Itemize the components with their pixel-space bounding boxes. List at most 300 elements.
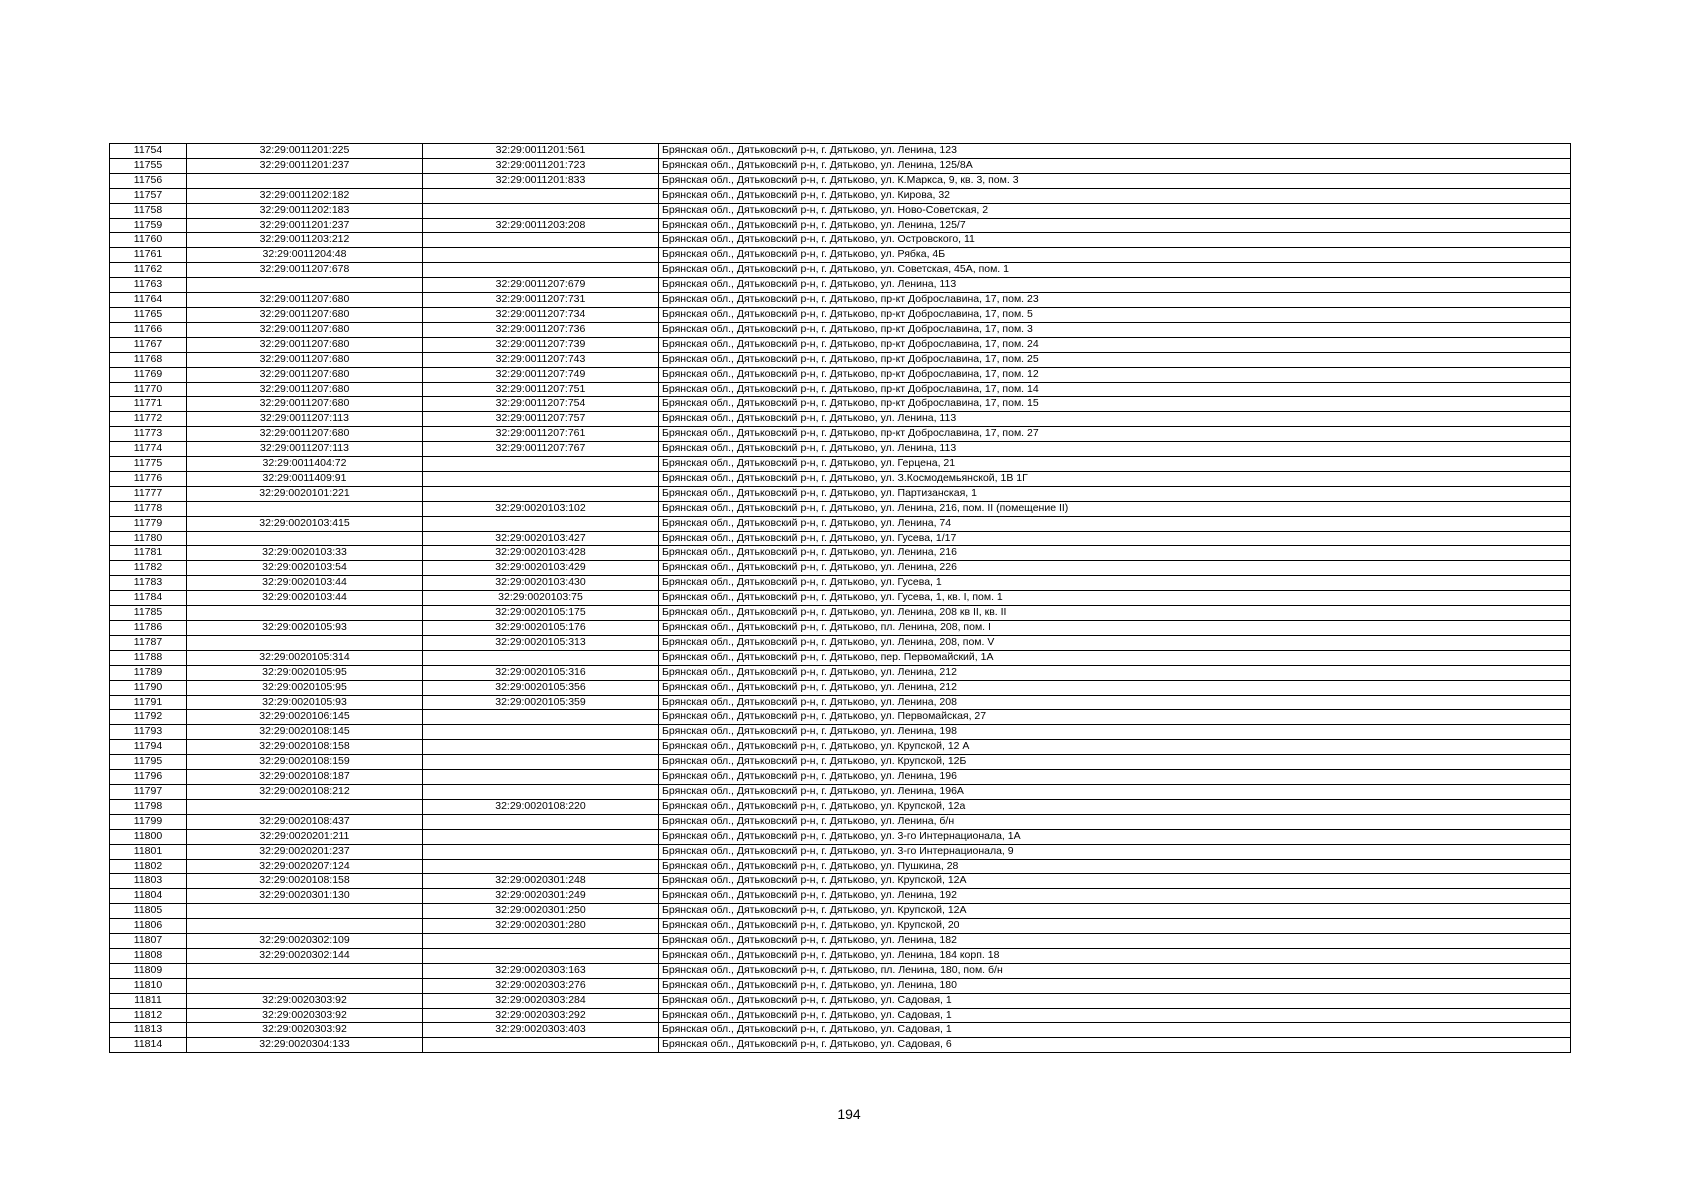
- object-number-cell: 32:29:0020303:292: [423, 1008, 659, 1023]
- table-row: [110, 1038, 1571, 1053]
- address-cell: Брянская обл., Дятьковский р-н, г. Дятьково, пер. Первомайский, 1А: [659, 650, 1571, 665]
- row-number-cell: 11777: [110, 486, 187, 501]
- table-row: [110, 740, 1571, 755]
- page-number: 194: [837, 1106, 861, 1122]
- address-cell: Брянская обл., Дятьковский р-н, г. Дятьково, ул. Крупской, 12А: [659, 874, 1571, 889]
- row-number-cell: 11808: [110, 948, 187, 963]
- row-number-cell: 11759: [110, 218, 187, 233]
- row-number-cell: 11760: [110, 233, 187, 248]
- table-row: [110, 874, 1571, 889]
- parcel-number-cell: 32:29:0011207:113: [187, 412, 423, 427]
- parcel-number-cell: 32:29:0020101:221: [187, 486, 423, 501]
- table-row: [110, 531, 1571, 546]
- table-row: [110, 889, 1571, 904]
- parcel-number-cell: 32:29:0011203:212: [187, 233, 423, 248]
- address-cell: Брянская обл., Дятьковский р-н, г. Дятьково, ул. Ленина, 74: [659, 516, 1571, 531]
- object-number-cell: 32:29:0011201:561: [423, 144, 659, 159]
- address-cell: Брянская обл., Дятьковский р-н, г. Дятьково, ул. Садовая, 1: [659, 993, 1571, 1008]
- table-row: [110, 322, 1571, 337]
- row-number-cell: 11810: [110, 978, 187, 993]
- row-number-cell: 11781: [110, 546, 187, 561]
- table-row: [110, 978, 1571, 993]
- parcel-number-cell: 32:29:0020105:93: [187, 621, 423, 636]
- row-number-cell: 11768: [110, 352, 187, 367]
- object-number-cell: [423, 516, 659, 531]
- table-row: [110, 263, 1571, 278]
- object-number-cell: [423, 1038, 659, 1053]
- table-row: [110, 1023, 1571, 1038]
- parcel-number-cell: 32:29:0020304:133: [187, 1038, 423, 1053]
- object-number-cell: 32:29:0011207:743: [423, 352, 659, 367]
- table-row: [110, 576, 1571, 591]
- row-number-cell: 11793: [110, 725, 187, 740]
- object-number-cell: 32:29:0020105:356: [423, 680, 659, 695]
- object-number-cell: 32:29:0011207:767: [423, 442, 659, 457]
- row-number-cell: 11766: [110, 322, 187, 337]
- row-number-cell: 11756: [110, 173, 187, 188]
- table-row: [110, 412, 1571, 427]
- address-cell: Брянская обл., Дятьковский р-н, г. Дятьково, ул. Крупской, 12 А: [659, 740, 1571, 755]
- table-row: [110, 173, 1571, 188]
- row-number-cell: 11784: [110, 591, 187, 606]
- object-number-cell: 32:29:0011203:208: [423, 218, 659, 233]
- parcel-number-cell: 32:29:0020302:144: [187, 948, 423, 963]
- object-number-cell: 32:29:0011207:761: [423, 427, 659, 442]
- row-number-cell: 11800: [110, 829, 187, 844]
- parcel-number-cell: [187, 606, 423, 621]
- row-number-cell: 11788: [110, 650, 187, 665]
- object-number-cell: 32:29:0011207:749: [423, 367, 659, 382]
- parcel-number-cell: 32:29:0020108:187: [187, 770, 423, 785]
- address-cell: Брянская обл., Дятьковский р-н, г. Дятьково, ул. Ленина, 208 кв II, кв. II: [659, 606, 1571, 621]
- parcel-number-cell: 32:29:0011409:91: [187, 471, 423, 486]
- object-number-cell: 32:29:0020303:276: [423, 978, 659, 993]
- parcel-number-cell: 32:29:0011207:680: [187, 307, 423, 322]
- object-number-cell: 32:29:0020303:403: [423, 1023, 659, 1038]
- parcel-number-cell: [187, 919, 423, 934]
- table-row: [110, 233, 1571, 248]
- address-cell: Брянская обл., Дятьковский р-н, г. Дятьково, ул. Ленина, 216, пом. II (помещение II): [659, 501, 1571, 516]
- table-row: [110, 844, 1571, 859]
- row-number-cell: 11787: [110, 635, 187, 650]
- parcel-number-cell: 32:29:0011201:237: [187, 158, 423, 173]
- table-row: [110, 606, 1571, 621]
- row-number-cell: 11797: [110, 784, 187, 799]
- table-row: [110, 337, 1571, 352]
- parcel-number-cell: 32:29:0020103:44: [187, 591, 423, 606]
- object-number-cell: [423, 233, 659, 248]
- object-number-cell: 32:29:0011207:736: [423, 322, 659, 337]
- parcel-number-cell: 32:29:0011202:182: [187, 188, 423, 203]
- object-number-cell: [423, 650, 659, 665]
- row-number-cell: 11764: [110, 293, 187, 308]
- object-number-cell: 32:29:0011207:679: [423, 278, 659, 293]
- address-cell: Брянская обл., Дятьковский р-н, г. Дятьково, ул. Ленина, 208: [659, 695, 1571, 710]
- object-number-cell: [423, 471, 659, 486]
- registry-table-body: [110, 144, 1571, 1053]
- row-number-cell: 11795: [110, 755, 187, 770]
- object-number-cell: 32:29:0020105:313: [423, 635, 659, 650]
- table-row: [110, 784, 1571, 799]
- table-row: [110, 635, 1571, 650]
- address-cell: Брянская обл., Дятьковский р-н, г. Дятьково, ул. Ленина, 184 корп. 18: [659, 948, 1571, 963]
- row-number-cell: 11799: [110, 814, 187, 829]
- table-row: [110, 665, 1571, 680]
- table-row: [110, 144, 1571, 159]
- parcel-number-cell: 32:29:0020103:415: [187, 516, 423, 531]
- table-row: [110, 218, 1571, 233]
- address-cell: Брянская обл., Дятьковский р-н, г. Дятьково, ул. Кирова, 32: [659, 188, 1571, 203]
- parcel-number-cell: 32:29:0011404:72: [187, 457, 423, 472]
- address-cell: Брянская обл., Дятьковский р-н, г. Дятьково, ул. К.Маркса, 9, кв. 3, пом. 3: [659, 173, 1571, 188]
- parcel-number-cell: 32:29:0020105:95: [187, 665, 423, 680]
- row-number-cell: 11806: [110, 919, 187, 934]
- row-number-cell: 11765: [110, 307, 187, 322]
- address-cell: Брянская обл., Дятьковский р-н, г. Дятьково, ул. Ленина, 123: [659, 144, 1571, 159]
- row-number-cell: 11771: [110, 397, 187, 412]
- row-number-cell: 11778: [110, 501, 187, 516]
- address-cell: Брянская обл., Дятьковский р-н, г. Дятьково, ул. Ленина, 212: [659, 680, 1571, 695]
- object-number-cell: 32:29:0020301:248: [423, 874, 659, 889]
- table-row: [110, 814, 1571, 829]
- object-number-cell: 32:29:0020301:249: [423, 889, 659, 904]
- table-row: [110, 457, 1571, 472]
- object-number-cell: 32:29:0011201:723: [423, 158, 659, 173]
- row-number-cell: 11761: [110, 248, 187, 263]
- row-number-cell: 11776: [110, 471, 187, 486]
- row-number-cell: 11805: [110, 904, 187, 919]
- address-cell: Брянская обл., Дятьковский р-н, г. Дятьково, ул. Ленина, 192: [659, 889, 1571, 904]
- address-cell: Брянская обл., Дятьковский р-н, г. Дятьково, ул. Ленина, 198: [659, 725, 1571, 740]
- parcel-number-cell: [187, 501, 423, 516]
- object-number-cell: [423, 203, 659, 218]
- row-number-cell: 11792: [110, 710, 187, 725]
- object-number-cell: [423, 934, 659, 949]
- address-cell: Брянская обл., Дятьковский р-н, г. Дятьково, ул. Садовая, 1: [659, 1023, 1571, 1038]
- address-cell: Брянская обл., Дятьковский р-н, г. Дятьково, ул. Садовая, 6: [659, 1038, 1571, 1053]
- row-number-cell: 11801: [110, 844, 187, 859]
- object-number-cell: 32:29:0020105:175: [423, 606, 659, 621]
- parcel-number-cell: 32:29:0011207:113: [187, 442, 423, 457]
- table-row: [110, 621, 1571, 636]
- object-number-cell: [423, 784, 659, 799]
- row-number-cell: 11804: [110, 889, 187, 904]
- row-number-cell: 11812: [110, 1008, 187, 1023]
- row-number-cell: 11769: [110, 367, 187, 382]
- address-cell: Брянская обл., Дятьковский р-н, г. Дятьково, ул. 3-го Интернационала, 9: [659, 844, 1571, 859]
- parcel-number-cell: [187, 978, 423, 993]
- row-number-cell: 11802: [110, 859, 187, 874]
- address-cell: Брянская обл., Дятьковский р-н, г. Дятьково, пр-кт Доброславина, 17, пом. 23: [659, 293, 1571, 308]
- object-number-cell: [423, 740, 659, 755]
- object-number-cell: [423, 948, 659, 963]
- object-number-cell: 32:29:0020103:75: [423, 591, 659, 606]
- row-number-cell: 11772: [110, 412, 187, 427]
- parcel-number-cell: 32:29:0020106:145: [187, 710, 423, 725]
- object-number-cell: [423, 755, 659, 770]
- row-number-cell: 11789: [110, 665, 187, 680]
- object-number-cell: 32:29:0020103:429: [423, 561, 659, 576]
- table-row: [110, 471, 1571, 486]
- row-number-cell: 11786: [110, 621, 187, 636]
- table-row: [110, 1008, 1571, 1023]
- parcel-number-cell: 32:29:0011207:680: [187, 397, 423, 412]
- parcel-number-cell: [187, 278, 423, 293]
- parcel-number-cell: 32:29:0020201:237: [187, 844, 423, 859]
- table-row: [110, 382, 1571, 397]
- object-number-cell: 32:29:0020301:250: [423, 904, 659, 919]
- address-cell: Брянская обл., Дятьковский р-н, г. Дятьково, ул. Гусева, 1, кв. I, пом. 1: [659, 591, 1571, 606]
- row-number-cell: 11790: [110, 680, 187, 695]
- table-row: [110, 203, 1571, 218]
- address-cell: Брянская обл., Дятьковский р-н, г. Дятьково, ул. Ленина, б/н: [659, 814, 1571, 829]
- parcel-number-cell: 32:29:0011201:237: [187, 218, 423, 233]
- parcel-number-cell: 32:29:0020103:54: [187, 561, 423, 576]
- address-cell: Брянская обл., Дятьковский р-н, г. Дятьково, ул. Крупской, 20: [659, 919, 1571, 934]
- row-number-cell: 11803: [110, 874, 187, 889]
- object-number-cell: [423, 710, 659, 725]
- object-number-cell: 32:29:0020103:428: [423, 546, 659, 561]
- parcel-number-cell: 32:29:0020207:124: [187, 859, 423, 874]
- parcel-number-cell: 32:29:0011207:680: [187, 337, 423, 352]
- object-number-cell: [423, 486, 659, 501]
- address-cell: Брянская обл., Дятьковский р-н, г. Дятьково, ул. Островского, 11: [659, 233, 1571, 248]
- address-cell: Брянская обл., Дятьковский р-н, г. Дятьково, ул. Крупской, 12А: [659, 904, 1571, 919]
- address-cell: Брянская обл., Дятьковский р-н, г. Дятьково, пр-кт Доброславина, 17, пом. 12: [659, 367, 1571, 382]
- address-cell: Брянская обл., Дятьковский р-н, г. Дятьково, ул. Рябка, 4Б: [659, 248, 1571, 263]
- parcel-number-cell: [187, 963, 423, 978]
- table-row: [110, 591, 1571, 606]
- row-number-cell: 11798: [110, 799, 187, 814]
- row-number-cell: 11754: [110, 144, 187, 159]
- address-cell: Брянская обл., Дятьковский р-н, г. Дятьково, ул. Ленина, 180: [659, 978, 1571, 993]
- table-row: [110, 650, 1571, 665]
- parcel-number-cell: 32:29:0020105:93: [187, 695, 423, 710]
- row-number-cell: 11767: [110, 337, 187, 352]
- parcel-number-cell: 32:29:0020108:158: [187, 874, 423, 889]
- row-number-cell: 11811: [110, 993, 187, 1008]
- row-number-cell: 11782: [110, 561, 187, 576]
- table-row: [110, 993, 1571, 1008]
- address-cell: Брянская обл., Дятьковский р-н, г. Дятьково, ул. З.Космодемьянской, 1В 1Г: [659, 471, 1571, 486]
- address-cell: Брянская обл., Дятьковский р-н, г. Дятьково, ул. Первомайская, 27: [659, 710, 1571, 725]
- parcel-number-cell: 32:29:0020108:158: [187, 740, 423, 755]
- object-number-cell: 32:29:0011207:757: [423, 412, 659, 427]
- address-cell: Брянская обл., Дятьковский р-н, г. Дятьково, ул. Ленина, 182: [659, 934, 1571, 949]
- object-number-cell: 32:29:0020303:163: [423, 963, 659, 978]
- parcel-number-cell: 32:29:0011207:680: [187, 427, 423, 442]
- row-number-cell: 11757: [110, 188, 187, 203]
- address-cell: Брянская обл., Дятьковский р-н, г. Дятьково, пл. Ленина, 180, пом. б/н: [659, 963, 1571, 978]
- parcel-number-cell: 32:29:0011207:680: [187, 293, 423, 308]
- table-row: [110, 934, 1571, 949]
- table-row: [110, 158, 1571, 173]
- row-number-cell: 11780: [110, 531, 187, 546]
- parcel-number-cell: 32:29:0020103:44: [187, 576, 423, 591]
- parcel-number-cell: 32:29:0011207:678: [187, 263, 423, 278]
- parcel-number-cell: 32:29:0020103:33: [187, 546, 423, 561]
- address-cell: Брянская обл., Дятьковский р-н, г. Дятьково, ул. Герцена, 21: [659, 457, 1571, 472]
- parcel-number-cell: 32:29:0020303:92: [187, 1008, 423, 1023]
- row-number-cell: 11779: [110, 516, 187, 531]
- parcel-number-cell: 32:29:0011207:680: [187, 352, 423, 367]
- table-row: [110, 680, 1571, 695]
- address-cell: Брянская обл., Дятьковский р-н, г. Дятьково, ул. Ленина, 196: [659, 770, 1571, 785]
- row-number-cell: 11774: [110, 442, 187, 457]
- object-number-cell: 32:29:0011207:754: [423, 397, 659, 412]
- address-cell: Брянская обл., Дятьковский р-н, г. Дятьково, ул. Крупской, 12Б: [659, 755, 1571, 770]
- object-number-cell: 32:29:0020103:427: [423, 531, 659, 546]
- table-row: [110, 352, 1571, 367]
- address-cell: Брянская обл., Дятьковский р-н, г. Дятьково, ул. Ленина, 113: [659, 442, 1571, 457]
- parcel-number-cell: [187, 531, 423, 546]
- table-row: [110, 770, 1571, 785]
- object-number-cell: 32:29:0020301:280: [423, 919, 659, 934]
- object-number-cell: 32:29:0011207:734: [423, 307, 659, 322]
- object-number-cell: 32:29:0020103:430: [423, 576, 659, 591]
- address-cell: Брянская обл., Дятьковский р-н, г. Дятьково, ул. Партизанская, 1: [659, 486, 1571, 501]
- table-row: [110, 710, 1571, 725]
- table-row: [110, 695, 1571, 710]
- parcel-number-cell: 32:29:0020105:95: [187, 680, 423, 695]
- object-number-cell: 32:29:0020105:176: [423, 621, 659, 636]
- address-cell: Брянская обл., Дятьковский р-н, г. Дятьково, пр-кт Доброславина, 17, пом. 25: [659, 352, 1571, 367]
- parcel-number-cell: 32:29:0020108:212: [187, 784, 423, 799]
- table-row: [110, 904, 1571, 919]
- parcel-number-cell: 32:29:0020303:92: [187, 1023, 423, 1038]
- row-number-cell: 11773: [110, 427, 187, 442]
- address-cell: Брянская обл., Дятьковский р-н, г. Дятьково, ул. Гусева, 1/17: [659, 531, 1571, 546]
- row-number-cell: 11813: [110, 1023, 187, 1038]
- address-cell: Брянская обл., Дятьковский р-н, г. Дятьково, ул. Ленина, 125/7: [659, 218, 1571, 233]
- address-cell: Брянская обл., Дятьковский р-н, г. Дятьково, пр-кт Доброславина, 17, пом. 27: [659, 427, 1571, 442]
- row-number-cell: 11809: [110, 963, 187, 978]
- row-number-cell: 11762: [110, 263, 187, 278]
- parcel-number-cell: 32:29:0020108:437: [187, 814, 423, 829]
- object-number-cell: [423, 725, 659, 740]
- table-row: [110, 188, 1571, 203]
- table-row: [110, 367, 1571, 382]
- row-number-cell: 11785: [110, 606, 187, 621]
- object-number-cell: [423, 859, 659, 874]
- address-cell: Брянская обл., Дятьковский р-н, г. Дятьково, ул. Ново-Советская, 2: [659, 203, 1571, 218]
- table-row: [110, 442, 1571, 457]
- row-number-cell: 11758: [110, 203, 187, 218]
- registry-table: [109, 143, 1571, 1053]
- table-row: [110, 963, 1571, 978]
- address-cell: Брянская обл., Дятьковский р-н, г. Дятьково, пр-кт Доброславина, 17, пом. 3: [659, 322, 1571, 337]
- table-row: [110, 829, 1571, 844]
- object-number-cell: 32:29:0020303:284: [423, 993, 659, 1008]
- object-number-cell: [423, 844, 659, 859]
- table-row: [110, 516, 1571, 531]
- object-number-cell: 32:29:0020108:220: [423, 799, 659, 814]
- parcel-number-cell: [187, 173, 423, 188]
- object-number-cell: [423, 829, 659, 844]
- row-number-cell: 11791: [110, 695, 187, 710]
- row-number-cell: 11763: [110, 278, 187, 293]
- parcel-number-cell: 32:29:0020108:159: [187, 755, 423, 770]
- table-row: [110, 427, 1571, 442]
- parcel-number-cell: [187, 904, 423, 919]
- address-cell: Брянская обл., Дятьковский р-н, г. Дятьково, ул. Ленина, 208, пом. V: [659, 635, 1571, 650]
- parcel-number-cell: 32:29:0020302:109: [187, 934, 423, 949]
- address-cell: Брянская обл., Дятьковский р-н, г. Дятьково, ул. Пушкина, 28: [659, 859, 1571, 874]
- parcel-number-cell: 32:29:0020201:211: [187, 829, 423, 844]
- address-cell: Брянская обл., Дятьковский р-н, г. Дятьково, пр-кт Доброславина, 17, пом. 14: [659, 382, 1571, 397]
- parcel-number-cell: 32:29:0011207:680: [187, 367, 423, 382]
- parcel-number-cell: 32:29:0020301:130: [187, 889, 423, 904]
- address-cell: Брянская обл., Дятьковский р-н, г. Дятьково, ул. Ленина, 196А: [659, 784, 1571, 799]
- table-row: [110, 486, 1571, 501]
- table-row: [110, 561, 1571, 576]
- parcel-number-cell: 32:29:0011202:183: [187, 203, 423, 218]
- address-cell: Брянская обл., Дятьковский р-н, г. Дятьково, ул. Ленина, 113: [659, 278, 1571, 293]
- parcel-number-cell: 32:29:0020105:314: [187, 650, 423, 665]
- parcel-number-cell: [187, 799, 423, 814]
- address-cell: Брянская обл., Дятьковский р-н, г. Дятьково, пр-кт Доброславина, 17, пом. 15: [659, 397, 1571, 412]
- object-number-cell: [423, 248, 659, 263]
- row-number-cell: 11796: [110, 770, 187, 785]
- object-number-cell: [423, 814, 659, 829]
- parcel-number-cell: 32:29:0020108:145: [187, 725, 423, 740]
- parcel-number-cell: 32:29:0011207:680: [187, 322, 423, 337]
- row-number-cell: 11755: [110, 158, 187, 173]
- object-number-cell: [423, 188, 659, 203]
- row-number-cell: 11783: [110, 576, 187, 591]
- row-number-cell: 11807: [110, 934, 187, 949]
- address-cell: Брянская обл., Дятьковский р-н, г. Дятьково, ул. Крупской, 12а: [659, 799, 1571, 814]
- table-row: [110, 307, 1571, 322]
- parcel-number-cell: 32:29:0011207:680: [187, 382, 423, 397]
- table-row: [110, 501, 1571, 516]
- object-number-cell: 32:29:0020105:316: [423, 665, 659, 680]
- row-number-cell: 11775: [110, 457, 187, 472]
- object-number-cell: 32:29:0011207:739: [423, 337, 659, 352]
- address-cell: Брянская обл., Дятьковский р-н, г. Дятьково, ул. Советская, 45А, пом. 1: [659, 263, 1571, 278]
- row-number-cell: 11794: [110, 740, 187, 755]
- address-cell: Брянская обл., Дятьковский р-н, г. Дятьково, ул. Гусева, 1: [659, 576, 1571, 591]
- address-cell: Брянская обл., Дятьковский р-н, г. Дятьково, ул. Ленина, 212: [659, 665, 1571, 680]
- address-cell: Брянская обл., Дятьковский р-н, г. Дятьково, пр-кт Доброславина, 17, пом. 5: [659, 307, 1571, 322]
- address-cell: Брянская обл., Дятьковский р-н, г. Дятьково, пр-кт Доброславина, 17, пом. 24: [659, 337, 1571, 352]
- object-number-cell: 32:29:0011207:731: [423, 293, 659, 308]
- table-row: [110, 799, 1571, 814]
- address-cell: Брянская обл., Дятьковский р-н, г. Дятьково, пл. Ленина, 208, пом. I: [659, 621, 1571, 636]
- address-cell: Брянская обл., Дятьковский р-н, г. Дятьково, ул. Ленина, 113: [659, 412, 1571, 427]
- address-cell: Брянская обл., Дятьковский р-н, г. Дятьково, ул. Ленина, 125/8А: [659, 158, 1571, 173]
- table-row: [110, 546, 1571, 561]
- parcel-number-cell: [187, 635, 423, 650]
- table-row: [110, 248, 1571, 263]
- address-cell: Брянская обл., Дятьковский р-н, г. Дятьково, ул. Садовая, 1: [659, 1008, 1571, 1023]
- address-cell: Брянская обл., Дятьковский р-н, г. Дятьково, ул. 3-го Интернационала, 1А: [659, 829, 1571, 844]
- table-row: [110, 293, 1571, 308]
- row-number-cell: 11770: [110, 382, 187, 397]
- table-row: [110, 919, 1571, 934]
- table-row: [110, 725, 1571, 740]
- parcel-number-cell: 32:29:0011204:48: [187, 248, 423, 263]
- table-row: [110, 859, 1571, 874]
- object-number-cell: [423, 263, 659, 278]
- row-number-cell: 11814: [110, 1038, 187, 1053]
- address-cell: Брянская обл., Дятьковский р-н, г. Дятьково, ул. Ленина, 216: [659, 546, 1571, 561]
- table-row: [110, 755, 1571, 770]
- parcel-number-cell: 32:29:0020303:92: [187, 993, 423, 1008]
- object-number-cell: 32:29:0020105:359: [423, 695, 659, 710]
- object-number-cell: [423, 457, 659, 472]
- address-cell: Брянская обл., Дятьковский р-н, г. Дятьково, ул. Ленина, 226: [659, 561, 1571, 576]
